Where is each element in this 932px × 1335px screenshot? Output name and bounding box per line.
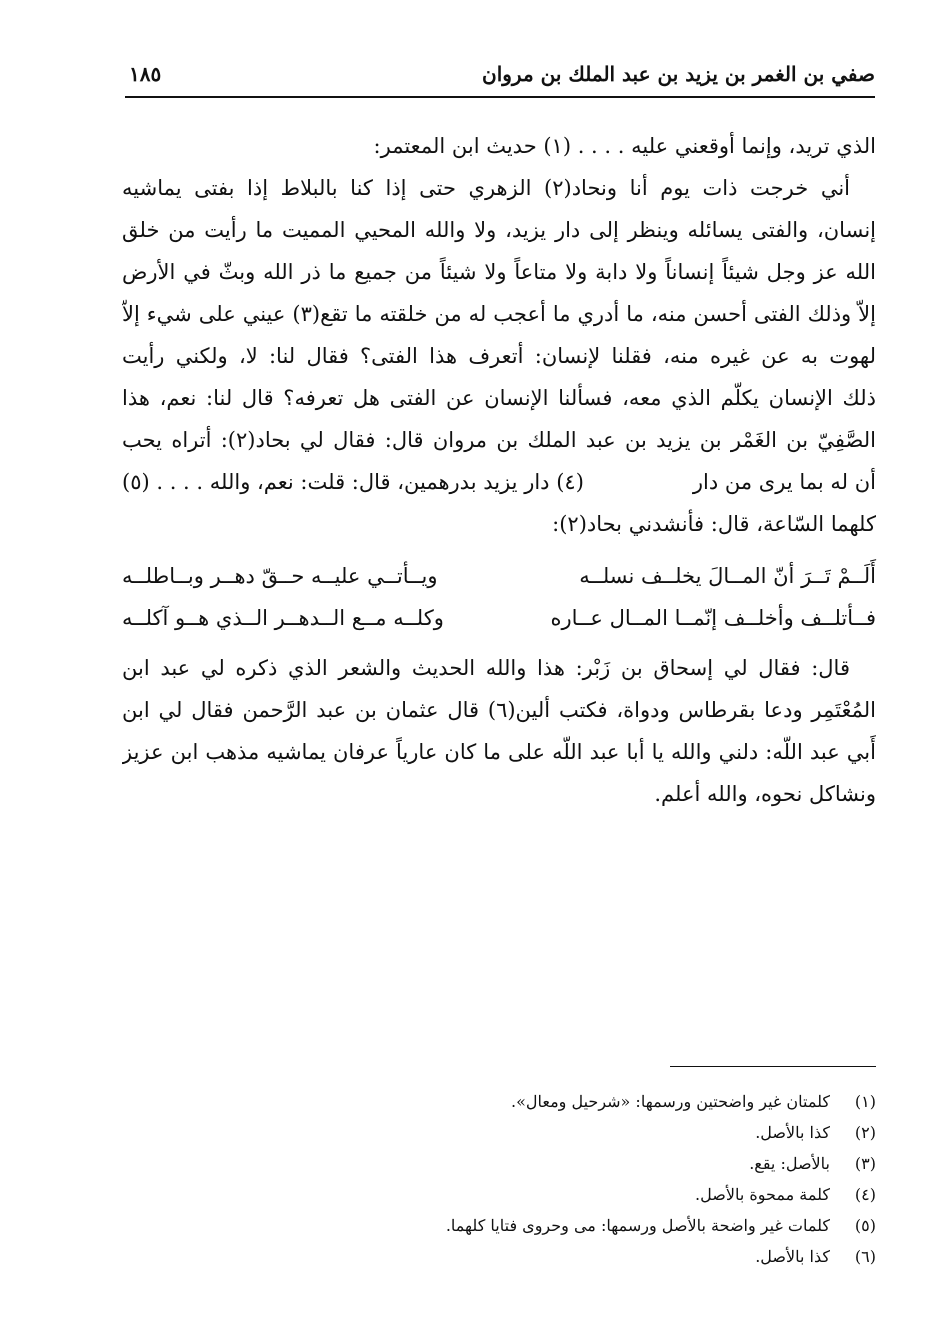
- footnotes: [276, 1086, 876, 1272]
- text-line: الصَّفِيّ بن الغَمْر بن يزيد بن عبد الملك بن مروان قال: فقال لي بحاد(٢): أتراه يحب: [122, 428, 876, 452]
- footnote-number: (٤): [854, 1185, 876, 1204]
- running-title: صفي بن الغمر بن يزيد بن عبد الملك بن مروان: [482, 62, 875, 86]
- text-line: إلاّ وذلك الفتى أحسن منه، ما أدري ما أعجب له من خلقته ما تقع(٣) عيني على شيء إلاّ: [122, 302, 876, 326]
- verse-second-hemistich: ويــأتــي عليــه حــقّ دهــر وبــاطلــه: [122, 564, 438, 588]
- text-line: لهوت به عن غيره منه، فقلنا لإنسان: أتعرف هذا الفتى؟ فقال لنا: لا، ولكني رأيت: [122, 344, 876, 368]
- text-line: ونشاكل نحوه، والله أعلم.: [654, 782, 876, 806]
- footnote-number: (٢): [854, 1123, 876, 1142]
- poem-verse: [122, 555, 876, 597]
- text-line: إنسان، والفتى يسائله وينظر إلى دار يزيد، ولا والله المحيي المميت ما رأيت من خلق: [122, 218, 876, 242]
- text-line: ذلك الإنسان يكلّم الذي معه، فسألنا الإنسان عن الفتى هل تعرفه؟ قال لنا: نعم، هذا: [122, 386, 876, 410]
- text-line: أَبي عبد اللّه: دلني والله يا أبا عبد اللّه على ما كان عارياً عرفان يماشيه مذهب ابن عزيز: [122, 740, 876, 764]
- footnote: [276, 1210, 876, 1241]
- verse-second-hemistich: وكلــه مــع الــدهــر الــذي هــو آكلــه: [122, 606, 444, 630]
- footnote-text: كلمتان غير واضحتين ورسمها: «شرحيل ومعال».: [511, 1092, 830, 1111]
- footnote-number: (٣): [854, 1154, 876, 1173]
- text-line: الذي تريد، وإنما أوقعني عليه . . . . (١) حديث ابن المعتمر:: [373, 134, 876, 158]
- text-line: أني خرجت ذات يوم أنا ونحاد(٢) الزهري حتى إذا كنا بالبلاط إذا بفتى يماشيه: [122, 176, 850, 200]
- footnote-text: كذا بالأصل.: [755, 1123, 830, 1142]
- page-number: ١٨٥: [129, 62, 162, 86]
- footnote-text: كلمة ممحوة بالأصل.: [695, 1185, 830, 1204]
- footnote-text: كذا بالأصل.: [755, 1247, 830, 1266]
- page-header: [125, 60, 875, 98]
- footnote-text: بالأصل: يقع.: [749, 1154, 830, 1173]
- footnote: [276, 1179, 876, 1210]
- text-line-left-part: (٤) دار يزيد بدرهمين، قال: قلت: نعم، والله . . . . (٥): [122, 470, 584, 494]
- text-line: المُعْتَمِر ودعا بقرطاس ودواة، فكتب ألين(٦) قال عثمان بن عبد الرَّحمن فقال لي ابن: [122, 698, 876, 722]
- footnote-number: (٦): [854, 1247, 876, 1266]
- text-line: قال: فقال لي إسحاق بن زَبْر: هذا والله الحديث والشعر الذي ذكره لي عبد ابن: [122, 656, 850, 680]
- poem: [122, 555, 876, 639]
- footnote-text: كلمات غير واضحة بالأصل ورسمها: مى وحروى فتايا كلهما.: [445, 1216, 830, 1235]
- footnote: [276, 1086, 876, 1117]
- text-line-with-gap: [122, 461, 876, 503]
- verse-first-hemistich: فــأتلــف وأخلــف إنّمــا المــال عــاره: [550, 606, 876, 630]
- text-line: كلهما السّاعة، قال: فأنشدني بحاد(٢):: [552, 512, 876, 536]
- footnote: [276, 1117, 876, 1148]
- text-line-right-part: أن له بما يرى من دار: [692, 470, 876, 494]
- footnote-number: (٥): [854, 1216, 876, 1235]
- footnote-number: (١): [854, 1092, 876, 1111]
- footnote: [276, 1241, 876, 1272]
- verse-first-hemistich: أَلَــمْ تَــرَ أنّ المــالَ يخلــف نسلــه: [579, 564, 876, 588]
- poem-verse: [122, 597, 876, 639]
- text-line: الله عز وجل شيئاً إنساناً ولا دابة ولا متاعاً ولا شيئاً من جميع ما ذر الله وبثّ في الأرض: [122, 260, 876, 284]
- body-text: [122, 125, 876, 815]
- footnote-separator: [670, 1066, 876, 1067]
- footnote: [276, 1148, 876, 1179]
